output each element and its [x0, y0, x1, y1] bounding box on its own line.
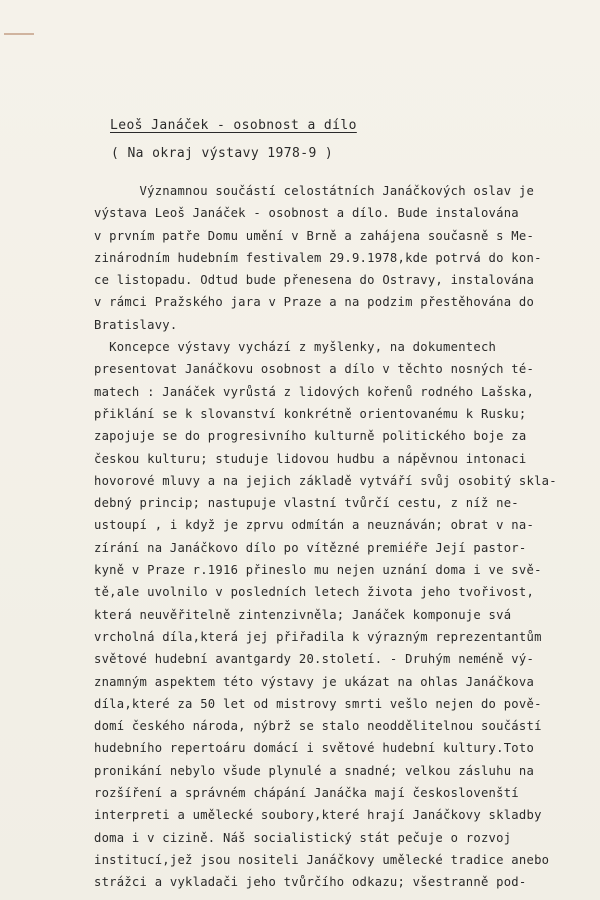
body-line: Koncepce výstavy vychází z myšlenky, na dokumentech [94, 340, 497, 355]
body-line: tě,ale uvolnilo v posledních letech života jeho tvořivost, [94, 585, 535, 600]
body-line: strážci a vykladači jeho tvůrčího odkazu; všestranně pod- [94, 875, 527, 890]
body-line: přiklání se k slovanství konkrétně orientovanému k Rusku; [94, 406, 527, 421]
body-line: rozšíření a správném chápání Janáčka mají českoslovenští [94, 786, 519, 801]
body-line: výstava Leoš Janáček - osobnost a dílo. Bude instalována [94, 206, 519, 221]
body-line: zírání na Janáčkovo dílo po vítězné premiéře Její pastor- [94, 540, 527, 555]
edge-mark [4, 33, 34, 35]
body-line: zapojuje se do progresivního kulturně politického boje za [94, 429, 527, 444]
body-line: zinárodním hudebním festivalem 29.9.1978,kde potrvá do kon- [94, 250, 542, 265]
body-line: domí českého národa, nýbrž se stalo neoddělitelnou součástí [94, 719, 542, 734]
body-line: hudebního repertoáru domácí i světové hudební kultury.Toto [94, 741, 535, 756]
body-line: která neuvěřitelně zintenzivněla; Janáček komponuje svá [94, 607, 512, 622]
body-line: debný princip; nastupuje vlastní tvůrčí cestu, z níž ne- [94, 496, 519, 511]
body-line: světové hudební avantgardy 20.století. - Druhým neméně vý- [94, 652, 535, 667]
body-line: ustoupí , i když je zprvu odmítán a neuznáván; obrat v na- [94, 518, 535, 533]
document-subtitle: ( Na okraj výstavy 1978-9 ) [111, 146, 334, 161]
body-line: díla,které za 50 let od mistrovy smrti vešlo nejen do pově- [94, 696, 542, 711]
body-line: hovorové mluvy a na jejich základě vytváří svůj osobitý skla- [94, 473, 557, 488]
body-line: v rámci Pražského jara v Praze a na podzim přestěhována do [94, 295, 535, 310]
body-line: českou kulturu; studuje lidovou hudbu a nápěvnou intonaci [94, 451, 527, 466]
body-line: interpreti a umělecké soubory,které hrají Janáčkovy skladby [94, 808, 542, 823]
body-line: Významnou součástí celostátních Janáčkových oslav je [94, 184, 535, 198]
body-line: presentovat Janáčkovu osobnost a dílo v těchto nosných té- [94, 362, 535, 377]
body-line: v prvním patře Domu umění v Brně a zahájena současně s Me- [94, 228, 535, 243]
body-line: pronikání nebylo všude plynulé a snadné; velkou zásluhu na [94, 763, 535, 778]
body-line: vrcholná díla,která jej přiřadila k výrazným reprezentantům [94, 629, 542, 644]
body-line: doma i v cizině. Náš socialistický stát pečuje o rozvoj [94, 830, 512, 845]
body-line: matech : Janáček vyrůstá z lidových kořenů rodného Lašska, [94, 384, 535, 399]
document-title: Leoš Janáček - osobnost a dílo [110, 118, 357, 133]
body-line: ce listopadu. Odtud bude přenesena do Ostravy, instalována [94, 273, 535, 288]
body-line: Bratislavy. [94, 317, 178, 332]
body-line: znamným aspektem této výstavy je ukázat na ohlas Janáčkova [94, 674, 535, 689]
body-line: institucí,jež jsou nositeli Janáčkovy umělecké tradice anebo [94, 852, 550, 867]
body-line: kyně v Praze r.1916 přineslo mu nejen uznání doma i ve svě- [94, 563, 542, 578]
document-body [94, 180, 600, 894]
